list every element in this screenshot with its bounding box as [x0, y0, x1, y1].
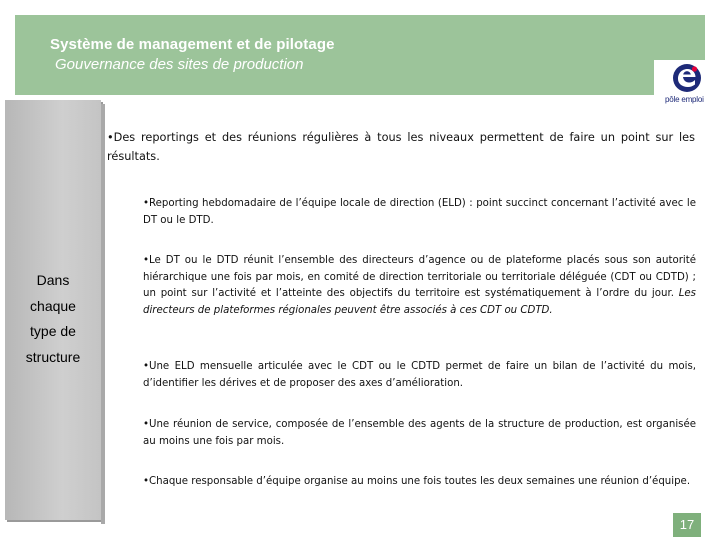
logo	[654, 60, 717, 110]
sidebar-label-line: structure	[25, 348, 81, 365]
slide-title: Système de management et de pilotage	[50, 36, 335, 53]
sidebar-shadow	[101, 104, 105, 524]
pole-emploi-logo-icon	[672, 63, 702, 93]
page-number-badge: 17	[673, 513, 701, 537]
sidebar-label-line: Dans	[36, 272, 70, 288]
sidebar-label	[5, 268, 101, 370]
list-item-text: •Chaque responsable d’équipe organise au moins une fois toutes les deux semaines une réunion d’équipe.	[143, 476, 691, 487]
list-item-text: •Une ELD mensuelle articulée avec le CDT ou le CDTD permet de faire un bilan de l’activité du mois, d’identifier les dérives et de proposer des axes d’amélioration.	[143, 361, 696, 389]
list-item	[143, 253, 696, 319]
list-item	[143, 417, 696, 450]
slide-subtitle: Gouvernance des sites de production	[55, 56, 304, 73]
sidebar-label-line: chaque	[30, 297, 76, 314]
list-item-italic-text: Les directeurs de plateformes régionales peuvent être associés à ces CDT ou CDTD.	[143, 288, 696, 316]
header-banner	[15, 15, 705, 104]
intro-paragraph: •Des reportings et des réunions régulières à tous les niveaux permettent de faire un point sur les résultats.	[107, 131, 695, 163]
sidebar-panel	[5, 100, 101, 520]
list-item-text: •Le DT ou le DTD réunit l’ensemble des directeurs d’agence ou de plateforme placés sous son autorité hiérarchique une fois par mois, en comité de direction territoriale ou territoriale déléguée (CDT ou CDTD) ; un point sur l’activité et l’atteinte des objectifs du territoire est systématiquement à l’ordre du jour.	[143, 255, 696, 299]
list-item	[143, 359, 696, 392]
list-item-text: •Une réunion de service, composée de l’ensemble des agents de la structure de production, est organisée au moins une fois par mois.	[143, 419, 696, 447]
list-item-text: •Reporting hebdomadaire de l’équipe locale de direction (ELD) : point succinct concernant l’activité avec le DT ou le DTD.	[143, 198, 696, 226]
list-item	[143, 474, 696, 491]
logo-wordmark: pôle emploi	[665, 95, 704, 104]
list-item	[143, 196, 696, 229]
sidebar-label-line: type de	[30, 323, 76, 339]
